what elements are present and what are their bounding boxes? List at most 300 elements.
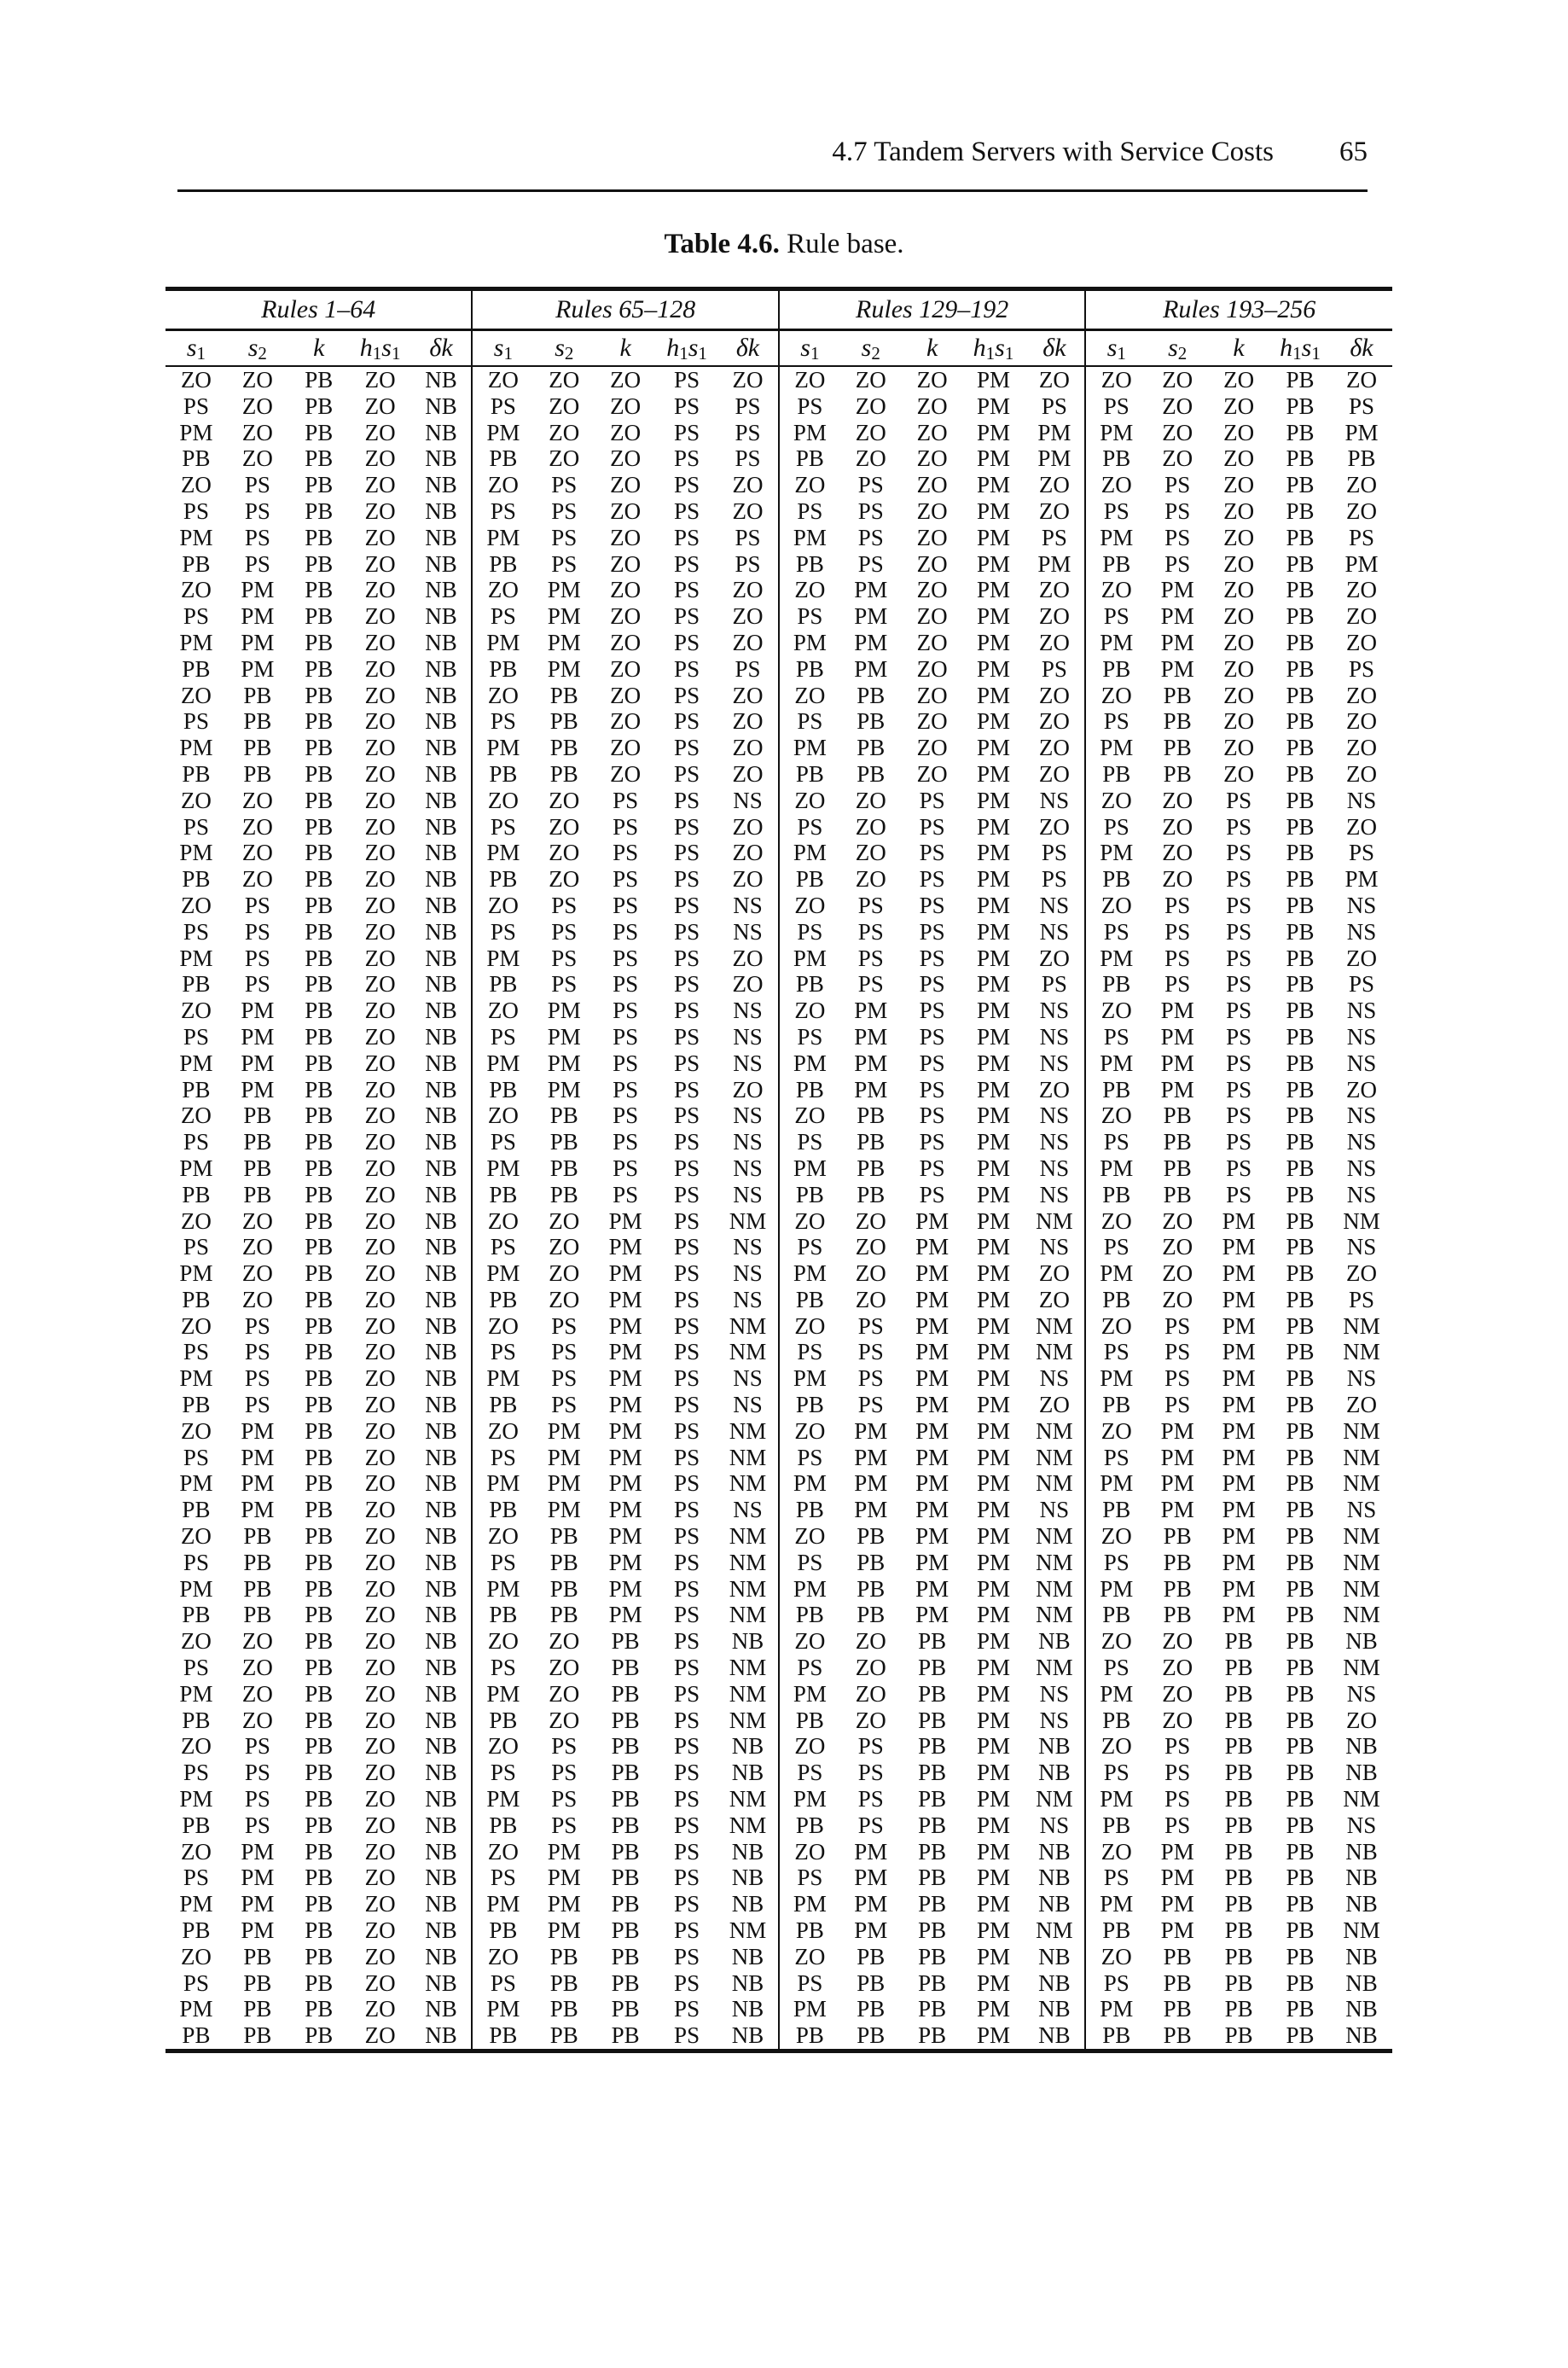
table-cell: NS <box>717 1365 779 1392</box>
table-cell: PB <box>1163 1943 1192 1969</box>
table-cell: NB <box>411 366 473 393</box>
table-row <box>166 840 1392 866</box>
table-cell: ZO <box>364 1680 396 1707</box>
table-cell: PM <box>793 1575 827 1602</box>
table-cell: ZO <box>1162 1260 1193 1287</box>
table-cell: ZO <box>549 445 580 472</box>
table-cell: PM <box>977 1260 1011 1287</box>
table-cell: PS <box>1164 524 1191 550</box>
table-cell: PB <box>182 971 211 998</box>
table-cell: PS <box>1164 1312 1191 1339</box>
table-cell: ZO <box>1223 524 1255 550</box>
table-cell: PB <box>305 787 334 813</box>
table-cell: PM <box>241 1050 275 1076</box>
column-header-δk: δk <box>717 330 779 367</box>
caption-label: Table 4.6. <box>664 229 780 259</box>
table-cell: PB <box>1269 2022 1331 2051</box>
table-cell: PB <box>549 1103 578 1129</box>
table-cell: PS <box>674 1339 700 1365</box>
table-cell: PB <box>243 1181 272 1207</box>
table-cell: NM <box>717 1208 779 1235</box>
table-cell: PB <box>305 1707 334 1733</box>
table-cell: PB <box>305 524 334 550</box>
table-cell: PM <box>915 1417 950 1444</box>
table-cell: ZO <box>1345 708 1377 735</box>
table-cell: NM <box>717 1339 779 1365</box>
table-cell: PM <box>793 524 827 550</box>
table-cell: ZO <box>549 813 580 840</box>
table-cell: PB <box>918 1838 947 1865</box>
table-cell: ZO <box>855 1680 886 1707</box>
table-cell: PB <box>305 1497 334 1523</box>
table-cell: ZO <box>180 367 212 393</box>
table-cell: PB <box>1286 1812 1315 1838</box>
table-cell: ZO <box>1223 393 1255 419</box>
table-cell: PM <box>854 1865 888 1891</box>
table-cell: ZO <box>1345 577 1377 603</box>
table-cell: PB <box>1286 1865 1315 1891</box>
table-cell: NB <box>411 445 473 472</box>
table-cell: NB <box>411 1523 473 1550</box>
table-cell: ZO <box>916 419 948 445</box>
table-cell: ZO <box>1223 367 1255 393</box>
table-cell: PB <box>489 445 518 472</box>
table-cell: PB <box>305 1760 334 1786</box>
table-cell: PM <box>854 1891 888 1917</box>
table-cell: PS <box>1226 1155 1252 1181</box>
table-cell: PB <box>795 445 824 472</box>
table-cell: ZO <box>364 1733 396 1760</box>
table-cell: PM <box>1100 1050 1134 1076</box>
table-row <box>166 683 1392 709</box>
table-cell: PM <box>486 1575 520 1602</box>
table-cell: NM <box>717 1445 779 1471</box>
table-cell: ZO <box>364 918 396 945</box>
table-cell: PB <box>549 1602 578 1628</box>
table-cell: PS <box>674 1023 700 1050</box>
table-cell: PB <box>533 2022 595 2051</box>
table-cell: PB <box>1224 1917 1253 1944</box>
table-cell: PS <box>674 998 700 1024</box>
table-cell: ZO <box>487 1628 519 1655</box>
table-cell: ZO <box>487 1207 519 1234</box>
table-cell: NB <box>1024 1760 1085 1786</box>
table-cell: PB <box>243 760 272 787</box>
table-cell: PB <box>1286 1786 1315 1812</box>
table-cell: ZO <box>364 1181 396 1207</box>
table-cell: NB <box>411 1576 473 1603</box>
table-cell: ZO <box>487 367 519 393</box>
table-cell: PS <box>490 1549 516 1575</box>
table-cell: PM <box>547 577 581 603</box>
table-cell: PS <box>674 497 700 524</box>
table-cell: PS <box>919 1103 945 1129</box>
table-cell: PM <box>1160 1838 1194 1865</box>
table-cell: PB <box>489 550 518 577</box>
table-cell: ZO <box>1162 787 1193 813</box>
table-row <box>166 1839 1392 1865</box>
table-cell: ZO <box>364 1050 396 1076</box>
table-cell: ZO <box>916 577 948 603</box>
table-cell: PB <box>795 866 824 893</box>
table-cell: PM <box>1100 1575 1134 1602</box>
table-cell: ZO <box>549 1207 580 1234</box>
table-cell: PB <box>1224 1838 1253 1865</box>
table-cell: ZO <box>1345 1076 1377 1103</box>
table-cell: PS <box>919 1023 945 1050</box>
table-cell: ZO <box>1101 1523 1132 1550</box>
table-cell: PB <box>182 866 211 893</box>
table-cell: PB <box>1286 918 1315 945</box>
variable-header-row <box>166 330 1392 367</box>
table-cell: PB <box>1102 655 1131 682</box>
table-row <box>166 1470 1392 1497</box>
table-cell: PM <box>1222 1260 1256 1287</box>
table-cell: PM <box>854 1917 888 1944</box>
table-cell: PB <box>1286 1365 1315 1392</box>
table-cell: PB <box>305 1181 334 1207</box>
table-cell: PB <box>918 1996 947 2022</box>
table-cell: PB <box>305 1260 334 1287</box>
table-cell: PB <box>918 1917 947 1944</box>
table-cell: PS <box>1024 656 1085 683</box>
table-cell: PB <box>1286 1497 1315 1523</box>
table-cell: ZO <box>855 393 886 419</box>
table-cell: PB <box>489 1917 518 1944</box>
table-cell: NB <box>411 735 473 761</box>
table-cell: PB <box>305 1023 334 1050</box>
table-cell: PB <box>305 1891 334 1917</box>
table-cell: PB <box>1286 1760 1315 1786</box>
table-cell: NM <box>717 1786 779 1812</box>
table-cell: PM <box>915 1392 950 1418</box>
table-cell: NS <box>1346 892 1377 918</box>
table-cell: NS <box>1346 1812 1377 1838</box>
table-cell: PB <box>918 1943 947 1969</box>
table-cell: NS <box>1024 1812 1085 1839</box>
table-cell: PS <box>1024 840 1085 866</box>
table-cell: ZO <box>241 1707 273 1733</box>
table-cell: PB <box>1286 445 1315 472</box>
table-cell: PB <box>1224 1786 1253 1812</box>
table-cell: PM <box>547 1444 581 1470</box>
table-cell: PS <box>1024 971 1085 998</box>
table-row <box>166 1182 1392 1208</box>
table-cell: NB <box>411 420 473 446</box>
table-cell: ZO <box>364 735 396 761</box>
table-cell: PS <box>1226 1129 1252 1155</box>
table-cell: PB <box>795 1392 824 1418</box>
table-cell: PM <box>241 1917 275 1944</box>
table-cell: ZO <box>1162 1655 1193 1681</box>
table-cell: PS <box>613 1103 639 1129</box>
table-row <box>166 393 1392 420</box>
table-cell: PM <box>977 1917 1011 1944</box>
table-cell: NM <box>717 1708 779 1734</box>
table-cell: PM <box>915 1470 950 1497</box>
table-cell: NM <box>1024 1470 1085 1497</box>
table-row <box>166 525 1392 551</box>
table-cell: PB <box>1286 497 1315 524</box>
table-cell: PB <box>489 866 518 893</box>
table-cell: NB <box>411 1891 473 1917</box>
table-cell: PS <box>1226 1181 1252 1207</box>
table-cell: PB <box>1102 1917 1131 1944</box>
table-row <box>166 1392 1392 1418</box>
table-cell: PS <box>490 1760 516 1786</box>
table-cell: PB <box>489 1812 518 1838</box>
table-row <box>166 998 1392 1024</box>
table-cell: PB <box>1208 2022 1269 2051</box>
table-cell: ZO <box>610 393 642 419</box>
table-cell: PB <box>1286 813 1315 840</box>
table-cell: PB <box>243 1523 272 1550</box>
table-cell: ZO <box>916 497 948 524</box>
table-cell: PB <box>1286 1312 1315 1339</box>
table-cell: NB <box>411 1392 473 1418</box>
table-cell: PB <box>305 866 334 893</box>
table-cell: PM <box>1100 419 1134 445</box>
table-cell: PB <box>305 1417 334 1444</box>
table-cell: PB <box>1163 735 1192 761</box>
table-cell: PB <box>857 1575 886 1602</box>
table-cell: PM <box>179 1050 213 1076</box>
table-cell: PB <box>1102 1707 1131 1733</box>
table-cell: ZO <box>610 735 642 761</box>
table-cell: PS <box>490 1865 516 1891</box>
table-cell: PB <box>1286 1602 1315 1628</box>
table-cell: PB <box>1224 1891 1253 1917</box>
table-cell: PB <box>611 1786 640 1812</box>
table-cell: ZO <box>610 550 642 577</box>
table-cell: ZO <box>1024 945 1085 972</box>
table-cell: NM <box>717 1812 779 1839</box>
table-cell: PS <box>183 1023 209 1050</box>
table-cell: PB <box>305 1786 334 1812</box>
table-cell: PB <box>489 1497 518 1523</box>
table-cell: NB <box>411 1917 473 1944</box>
table-cell: PM <box>179 1786 213 1812</box>
table-cell: PB <box>305 1444 334 1470</box>
table-cell: PB <box>1286 708 1315 735</box>
table-cell: ZO <box>1223 682 1255 708</box>
table-cell: PS <box>797 813 823 840</box>
table-cell: NS <box>717 1155 779 1182</box>
table-cell: ZO <box>180 682 212 708</box>
table-cell: PM <box>977 1103 1011 1129</box>
table-cell: ZO <box>549 367 580 393</box>
table-cell: NS <box>717 1260 779 1287</box>
table-cell: NS <box>1346 1234 1377 1260</box>
table-cell: PB <box>305 497 334 524</box>
table-cell: ZO <box>241 1628 273 1655</box>
table-cell: PB <box>1286 1655 1315 1681</box>
table-cell: PB <box>305 971 334 998</box>
table-cell: PM <box>977 1655 1011 1681</box>
table-cell: ZO <box>1162 445 1193 472</box>
table-cell: PS <box>919 787 945 813</box>
table-cell: ZO <box>364 1549 396 1575</box>
table-cell: PM <box>486 840 520 866</box>
table-cell: NB <box>411 1339 473 1365</box>
table-cell: PB <box>1163 1549 1192 1575</box>
table-cell: PS <box>674 1575 700 1602</box>
table-cell: ZO <box>364 1207 396 1234</box>
table-cell: PB <box>1286 1575 1315 1602</box>
table-cell: PM <box>241 1838 275 1865</box>
table-cell: PB <box>1286 393 1315 419</box>
table-cell: PB <box>1163 1129 1192 1155</box>
table-cell: ZO <box>855 419 886 445</box>
table-cell: NB <box>1024 1865 1085 1891</box>
table-cell: NB <box>411 472 473 498</box>
table-cell: PS <box>1164 1733 1191 1760</box>
table-cell: PM <box>977 472 1011 498</box>
table-cell: PS <box>674 1155 700 1181</box>
table-cell: PM <box>977 1392 1011 1418</box>
table-cell: ZO <box>487 1417 519 1444</box>
table-row <box>166 1681 1392 1708</box>
table-cell: ZO <box>364 1917 396 1944</box>
table-cell: PS <box>674 1103 700 1129</box>
table-cell: PS <box>674 1996 700 2022</box>
group-header: Rules 193–256 <box>1085 289 1392 330</box>
column-header-s1: $s_1$ <box>1085 330 1147 367</box>
table-cell: PS <box>1024 525 1085 551</box>
table-cell: PB <box>305 1076 334 1103</box>
table-cell: PS <box>797 1865 823 1891</box>
table-cell: NM <box>1343 1207 1380 1234</box>
table-cell: NS <box>1346 918 1377 945</box>
table-cell: PB <box>305 1129 334 1155</box>
table-cell: NB <box>411 1628 473 1655</box>
table-cell: ZO <box>364 998 396 1024</box>
table-cell: NB <box>411 1103 473 1129</box>
column-header-s2: $s_2$ <box>533 330 595 367</box>
table-cell: PS <box>919 971 945 998</box>
table-cell: PS <box>1226 866 1252 893</box>
table-cell: PB <box>305 1917 334 1944</box>
table-cell: PB <box>182 1181 211 1207</box>
table-cell: PM <box>854 998 888 1024</box>
table-cell: ZO <box>855 1207 886 1234</box>
table-cell: PB <box>857 735 886 761</box>
column-header-h1s1: $h_1s_1$ <box>963 330 1025 367</box>
table-cell: PS <box>1103 393 1130 419</box>
table-cell: PS <box>919 1181 945 1207</box>
table-cell: PM <box>793 1155 827 1181</box>
table-cell: PM <box>977 1760 1011 1786</box>
table-cell: PM <box>486 629 520 655</box>
table-cell: PS <box>1226 813 1252 840</box>
table-cell: PM <box>977 1444 1011 1470</box>
table-cell: PM <box>854 1076 888 1103</box>
table-cell: ZO <box>717 630 779 656</box>
table-cell: NM <box>1024 1445 1085 1471</box>
table-cell: PB <box>243 1129 272 1155</box>
table-cell: NB <box>717 1891 779 1917</box>
table-cell: PS <box>674 918 700 945</box>
table-cell: PM <box>1222 1234 1256 1260</box>
table-cell: PB <box>1286 787 1315 813</box>
table-cell: PM <box>486 1260 520 1287</box>
table-cell: PS <box>490 1655 516 1681</box>
table-cell: PM <box>977 1023 1011 1050</box>
table-cell: PM <box>977 1523 1011 1550</box>
table-cell: PS <box>1024 393 1085 420</box>
table-cell: PB <box>1102 971 1131 998</box>
table-cell: NB <box>411 971 473 998</box>
table-cell: NS <box>717 919 779 945</box>
table-cell: ZO <box>1024 577 1085 603</box>
table-cell: PB <box>918 1786 947 1812</box>
table-row <box>166 1550 1392 1576</box>
table-row <box>166 445 1392 472</box>
table-cell: ZO <box>364 1865 396 1891</box>
table-cell: ZO <box>1024 1077 1085 1103</box>
table-cell: PM <box>179 1155 213 1181</box>
table-cell: PS <box>1164 1392 1191 1418</box>
table-cell: PM <box>1160 1050 1194 1076</box>
table-cell: PS <box>613 945 639 971</box>
table-cell: ZO <box>1024 630 1085 656</box>
table-cell: PS <box>613 1023 639 1050</box>
table-cell: PS <box>1103 603 1130 630</box>
table-cell: PS <box>674 787 700 813</box>
table-cell: PB <box>305 577 334 603</box>
table-cell: ZO <box>855 787 886 813</box>
table-cell: PB <box>1286 1023 1315 1050</box>
table-cell: NM <box>1024 1602 1085 1628</box>
table-cell: PB <box>1163 760 1192 787</box>
table-cell: NS <box>1024 893 1085 919</box>
table-cell: NB <box>717 1970 779 1997</box>
table-cell: ZO <box>855 1628 886 1655</box>
table-cell: ZO <box>916 682 948 708</box>
table-cell: ZO <box>1162 1707 1193 1733</box>
table-cell: PM <box>977 1312 1011 1339</box>
table-cell: ZO <box>1101 1103 1132 1129</box>
table-cell: PB <box>489 760 518 787</box>
table-cell: PM <box>793 1470 827 1497</box>
table-cell: PS <box>674 1680 700 1707</box>
table-cell: ZO <box>794 787 826 813</box>
table-cell: ZO <box>855 813 886 840</box>
rule-base-table-wrap <box>166 287 1392 2053</box>
table-cell: NB <box>411 788 473 814</box>
table-cell: ZO <box>364 1497 396 1523</box>
table-cell: ZO <box>487 1943 519 1969</box>
table-cell: NS <box>1024 998 1085 1024</box>
table-cell: PB <box>243 1943 272 1969</box>
table-cell: NB <box>411 1077 473 1103</box>
table-cell: PS <box>490 918 516 945</box>
table-cell: PS <box>857 1786 884 1812</box>
table-cell: PM <box>793 1680 827 1707</box>
table-cell: PS <box>1164 550 1191 577</box>
table-row <box>166 1865 1392 1891</box>
table-cell: PB <box>305 550 334 577</box>
table-cell: PS <box>1226 998 1252 1024</box>
table-cell: NB <box>411 603 473 630</box>
table-cell: NS <box>1346 1129 1377 1155</box>
table-cell: PB <box>1286 1549 1315 1575</box>
table-cell: PB <box>1163 1969 1192 1996</box>
table-cell: ZO <box>1345 682 1377 708</box>
table-cell: PS <box>490 1129 516 1155</box>
table-cell: PM <box>977 1207 1011 1234</box>
table-cell: PS <box>919 945 945 971</box>
